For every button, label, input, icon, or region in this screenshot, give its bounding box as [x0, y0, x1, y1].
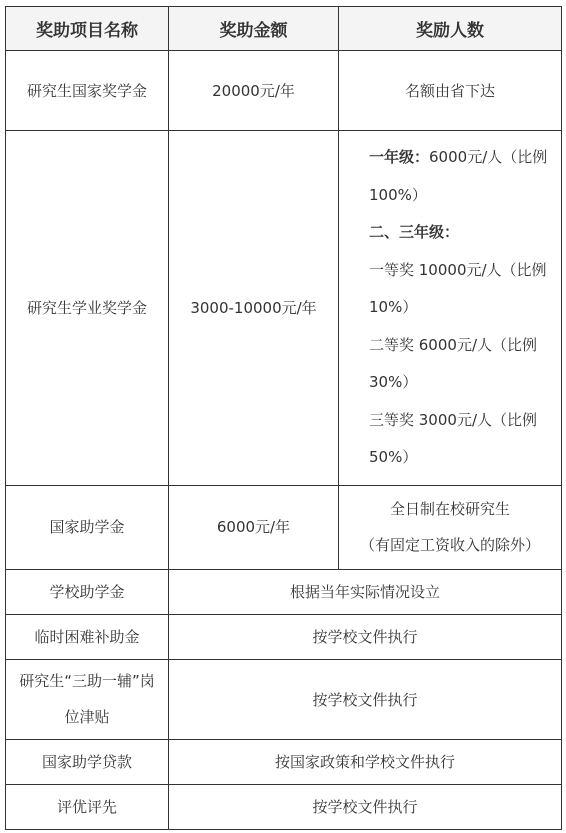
- merged-cell: 根据当年实际情况设立: [169, 569, 562, 614]
- amount-cell: 3000-10000元/年: [169, 131, 339, 486]
- project-name-cell: 国家助学贷款: [6, 739, 169, 784]
- count-line: [339, 214, 557, 252]
- table-row: [6, 569, 562, 614]
- project-name-cell: 国家助学金: [6, 485, 169, 569]
- merged-cell: 按国家政策和学校文件执行: [169, 739, 562, 784]
- table-row: [6, 784, 562, 829]
- header-amount: 奖助金额: [169, 7, 339, 51]
- count-line: 全日制在校研究生: [389, 500, 510, 518]
- header-count: 奖励人数: [339, 7, 562, 51]
- project-name-cell: 评优评先: [6, 784, 169, 829]
- amount-cell: 6000元/年: [169, 485, 339, 569]
- count-text: 一等奖 10000元/人（比例10%）: [369, 260, 547, 316]
- table-row: [6, 659, 562, 739]
- count-text: 二等奖 6000元/人（比例30%）: [369, 335, 537, 391]
- merged-cell: 按学校文件执行: [169, 614, 562, 659]
- table-row: [6, 614, 562, 659]
- count-line: （有固定工资收入的除外）: [359, 536, 540, 554]
- amount-cell: 20000元/年: [169, 51, 339, 131]
- project-name-cell: 研究生“三助一辅”岗位津贴: [6, 659, 169, 739]
- table-row: [6, 131, 562, 486]
- table-header-row: [6, 7, 562, 51]
- count-cell: 名额由省下达: [339, 51, 562, 131]
- count-text: 6000元/人（比例100%）: [369, 148, 548, 204]
- merged-cell: 按学校文件执行: [169, 659, 562, 739]
- grade-label: 二、三年级：: [369, 223, 460, 241]
- project-name-cell: 研究生学业奖学金: [6, 131, 169, 486]
- merged-cell: 按学校文件执行: [169, 784, 562, 829]
- grade-label: 一年级：: [369, 148, 430, 166]
- count-cell: [339, 485, 562, 569]
- project-name-cell: 临时困难补助金: [6, 614, 169, 659]
- project-name-cell: 研究生国家奖学金: [6, 51, 169, 131]
- project-name-cell: 学校助学金: [6, 569, 169, 614]
- count-line: [339, 139, 557, 214]
- table-row: [6, 51, 562, 131]
- count-cell: [339, 131, 562, 486]
- table-row: [6, 739, 562, 784]
- count-line: [339, 402, 557, 477]
- header-project-name: 奖助项目名称: [6, 7, 169, 51]
- count-line: [339, 327, 557, 402]
- count-text: 三等奖 3000元/人（比例50%）: [369, 410, 537, 466]
- table-row: [6, 485, 562, 569]
- count-line: [339, 252, 557, 327]
- scholarship-table: [5, 6, 562, 830]
